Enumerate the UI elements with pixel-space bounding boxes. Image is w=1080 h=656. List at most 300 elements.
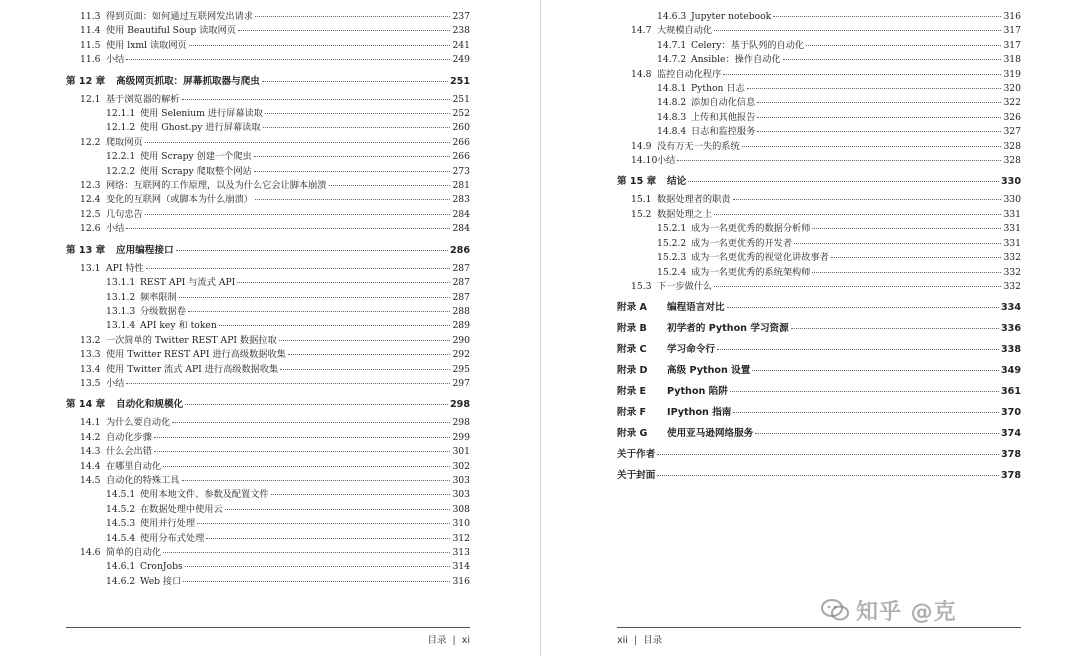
entry-title: 使用 lxml 读取网页 [106, 39, 187, 51]
toc-section-entry [617, 208, 1021, 222]
dot-leader [172, 418, 450, 423]
entry-number: 14.6.1 [106, 561, 136, 573]
entry-title: Python 陷阱 [667, 386, 728, 398]
dot-leader [812, 224, 1001, 229]
dot-leader [225, 505, 451, 510]
entry-page-number: 331 [1003, 223, 1021, 235]
dot-leader [179, 293, 451, 298]
dot-leader [146, 264, 451, 269]
entry-page-number: 320 [1003, 83, 1021, 95]
dot-leader [237, 278, 450, 283]
toc-chapter-entry [66, 74, 470, 89]
entry-page-number: 260 [452, 122, 470, 134]
entry-page-number: 297 [452, 377, 470, 389]
toc-appendix-entry [617, 426, 1021, 441]
dot-leader [145, 138, 451, 143]
entry-title: 小结 [657, 155, 676, 167]
left-toc [66, 10, 470, 589]
dot-leader [791, 324, 999, 329]
entry-number: 13.1 [80, 262, 101, 274]
dot-leader [747, 84, 1002, 89]
entry-page-number: 328 [1003, 140, 1021, 152]
entry-number: 14.5 [80, 474, 101, 486]
left-footer-rule [66, 627, 470, 628]
entry-title: 使用 Scrapy 爬取整个网站 [140, 165, 252, 177]
entry-number: 15.2.2 [657, 237, 687, 249]
toc-section-entry [66, 460, 470, 474]
entry-number: 12.1 [80, 93, 101, 105]
entry-title: Celery：基于队列的自动化 [691, 39, 805, 51]
watermark-text: 知乎 @克 [856, 599, 957, 625]
entry-title: 使用 Ghost.py 进行屏幕读取 [140, 122, 261, 134]
entry-number: 15.2.1 [657, 223, 687, 235]
toc-back-entry [617, 468, 1021, 483]
toc-section-entry [66, 431, 470, 445]
dot-leader [182, 95, 451, 100]
entry-page-number: 283 [452, 194, 470, 206]
toc-section-entry [66, 93, 470, 107]
entry-page-number: 378 [1000, 470, 1021, 482]
entry-title: 使用 Twitter REST API 进行高级数据收集 [106, 349, 286, 361]
entry-number: 14.9 [631, 140, 652, 152]
entry-title: 下一步做什么 [657, 280, 713, 292]
entry-title: 使用 Twitter 流式 API 进行高级数据收集 [106, 363, 279, 375]
entry-page-number: 266 [452, 151, 470, 163]
toc-section-entry [66, 363, 470, 377]
entry-number: 15.2.4 [657, 266, 687, 278]
dot-leader [255, 12, 450, 17]
entry-number: 12.2.1 [106, 151, 136, 163]
toc-subsection-entry [617, 82, 1021, 96]
toc-section-entry [617, 68, 1021, 82]
dot-leader [163, 548, 450, 553]
entry-page-number: 284 [452, 223, 470, 235]
entry-title: IPython 指南 [667, 407, 732, 419]
toc-section-entry [66, 416, 470, 430]
entry-page-number: 241 [452, 39, 470, 51]
entry-number: 14.3 [80, 446, 101, 458]
entry-page-number: 374 [1000, 428, 1021, 440]
toc-subsection-entry [617, 251, 1021, 265]
entry-number: 14.8.3 [657, 111, 687, 123]
entry-number: 13.1.1 [106, 277, 136, 289]
entry-number: 14.8.4 [657, 126, 687, 138]
entry-number: 15.1 [631, 194, 652, 206]
entry-title: 没有万无一失的系统 [657, 140, 740, 152]
chat-bubble-icon [820, 597, 850, 623]
entry-title: 结论 [667, 176, 687, 188]
entry-title: 使用本地文件、参数及配置文件 [140, 489, 269, 501]
entry-page-number: 266 [452, 136, 470, 148]
entry-number: 附录 B [617, 323, 647, 335]
entry-page-number: 370 [1000, 407, 1021, 419]
toc-appendix-entry [617, 342, 1021, 357]
entry-number: 附录 E [617, 386, 647, 398]
entry-number: 14.5.1 [106, 489, 136, 501]
entry-number: 14.10 [631, 155, 658, 167]
entry-title: 成为一名更优秀的视觉化讲故事者 [691, 252, 829, 264]
entry-title: 初学者的 Python 学习资源 [667, 323, 789, 335]
entry-title: 变化的互联网（或脚本为什么崩溃） [106, 194, 253, 206]
toc-section-entry [66, 474, 470, 488]
entry-page-number: 317 [1003, 39, 1021, 51]
dot-leader [145, 210, 451, 215]
entry-number: 12.6 [80, 223, 101, 235]
dot-leader [183, 577, 450, 582]
toc-subsection-entry [66, 165, 470, 179]
entry-title: 在数据处理中使用云 [140, 503, 223, 515]
entry-title: API 特性 [106, 262, 144, 274]
entry-number: 第 12 章 [66, 75, 106, 87]
entry-title: 高级 Python 设置 [667, 365, 751, 377]
dot-leader [263, 123, 451, 128]
entry-page-number: 251 [449, 75, 470, 87]
toc-subsection-entry [617, 111, 1021, 125]
entry-page-number: 332 [1003, 280, 1021, 292]
dot-leader [126, 224, 450, 229]
dot-leader [714, 210, 1001, 215]
dot-leader [255, 195, 450, 200]
entry-number: 13.3 [80, 349, 101, 361]
entry-title: 使用并行处理 [140, 518, 196, 530]
entry-title: Web 接口 [140, 575, 182, 587]
entry-page-number: 361 [1000, 386, 1021, 398]
toc-section-entry [617, 193, 1021, 207]
entry-page-number: 317 [1003, 25, 1021, 37]
toc-section-entry [617, 280, 1021, 294]
entry-page-number: 327 [1003, 126, 1021, 138]
entry-number: 15.2 [631, 208, 652, 220]
toc-section-entry [66, 348, 470, 362]
dot-leader [271, 490, 451, 495]
right-toc [617, 10, 1021, 489]
toc-appendix-entry [617, 384, 1021, 399]
dot-leader [717, 345, 999, 350]
toc-section-entry [66, 136, 470, 150]
entry-number: 15.3 [631, 280, 652, 292]
entry-page-number: 332 [1003, 266, 1021, 278]
entry-page-number: 273 [452, 165, 470, 177]
dot-leader [329, 181, 451, 186]
entry-number: 第 15 章 [617, 176, 657, 188]
dot-leader [783, 55, 1002, 60]
entry-number: 第 13 章 [66, 244, 106, 256]
right-page [541, 0, 1080, 656]
entry-number: 14.5.3 [106, 518, 136, 530]
footer-page-number: xii [617, 635, 628, 646]
dot-leader [752, 366, 999, 371]
entry-page-number: 303 [452, 474, 470, 486]
entry-title: 小结 [106, 54, 125, 66]
toc-subsection-entry [66, 488, 470, 502]
entry-page-number: 338 [1000, 344, 1021, 356]
toc-section-entry [66, 546, 470, 560]
entry-title: 应用编程接口 [116, 244, 174, 256]
entry-number: 14.7.2 [657, 54, 687, 66]
entry-number: 12.5 [80, 208, 101, 220]
entry-title: 小结 [106, 223, 125, 235]
dot-leader [757, 113, 1001, 118]
entry-page-number: 331 [1003, 208, 1021, 220]
entry-title: 成为一名更优秀的数据分析师 [691, 223, 811, 235]
dot-leader [126, 55, 450, 60]
dot-leader [182, 476, 451, 481]
toc-subsection-entry [66, 517, 470, 531]
dot-leader [163, 462, 450, 467]
entry-page-number: 332 [1003, 252, 1021, 264]
entry-title: 使用 Scrapy 创建一个爬虫 [140, 151, 252, 163]
entry-page-number: 314 [452, 561, 470, 573]
dot-leader [806, 41, 1001, 46]
watermark [820, 590, 1060, 630]
toc-section-entry [66, 262, 470, 276]
entry-number: 14.6.3 [657, 11, 687, 22]
toc-appendix-entry [617, 363, 1021, 378]
dot-leader [794, 239, 1001, 244]
toc-subsection-entry [617, 237, 1021, 251]
entry-title: 自动化步骤 [106, 431, 152, 443]
dot-leader [831, 253, 1002, 258]
dot-leader [154, 447, 451, 452]
entry-number: 11.4 [80, 25, 101, 37]
entry-title: 一次简单的 Twitter REST API 数据拉取 [106, 334, 277, 346]
entry-title: 在哪里自动化 [106, 460, 162, 472]
dot-leader [254, 167, 451, 172]
entry-page-number: 312 [452, 532, 470, 544]
dot-leader [757, 98, 1001, 103]
entry-title: 简单的自动化 [106, 547, 162, 558]
dot-leader [185, 400, 448, 405]
entry-page-number: 295 [452, 363, 470, 375]
entry-page-number: 298 [452, 417, 470, 429]
dot-leader [262, 77, 448, 82]
footer-page-number: xi [461, 635, 470, 646]
toc-chapter-entry [66, 243, 470, 258]
entry-title: 使用 Beautiful Soup 读取网页 [106, 25, 236, 37]
toc-subsection-entry [66, 503, 470, 517]
entry-number: 14.8.1 [657, 83, 687, 95]
dot-leader [723, 70, 1001, 75]
entry-page-number: 301 [452, 446, 470, 458]
dot-leader [197, 519, 450, 524]
entry-title: 大规模自动化 [657, 25, 713, 37]
toc-section-entry [66, 39, 470, 53]
toc-section-entry [66, 179, 470, 193]
dot-leader [727, 303, 999, 308]
entry-number: 附录 A [617, 302, 647, 314]
toc-section-entry [66, 334, 470, 348]
footer-label: 目录 [643, 635, 663, 646]
entry-page-number: 378 [1000, 449, 1021, 461]
toc-appendix-entry [617, 300, 1021, 315]
toc-section-entry [66, 24, 470, 38]
entry-page-number: 292 [452, 349, 470, 361]
entry-title: 成为一名更优秀的系统架构师 [691, 266, 811, 278]
toc-subsection-entry [66, 319, 470, 333]
entry-page-number: 287 [452, 262, 470, 274]
toc-appendix-entry [617, 321, 1021, 336]
entry-title: 基于浏览器的解析 [106, 93, 180, 105]
dot-leader [733, 195, 1002, 200]
entry-number: 14.1 [80, 417, 101, 429]
entry-number: 附录 F [617, 407, 647, 419]
dot-leader [812, 268, 1001, 273]
entry-number: 14.8 [631, 68, 652, 80]
entry-number: 附录 C [617, 344, 647, 356]
toc-subsection-entry [66, 560, 470, 574]
entry-title: 数据处理者的职责 [657, 194, 731, 206]
dot-leader [154, 433, 451, 438]
entry-number: 11.3 [80, 11, 101, 22]
entry-page-number: 299 [452, 431, 470, 443]
footer-label: 目录 [427, 635, 447, 646]
toc-subsection-entry [617, 125, 1021, 139]
right-footer: xii | 目录 [617, 635, 663, 646]
entry-title: 日志和监控服务 [691, 126, 756, 138]
dot-leader [254, 152, 451, 157]
entry-page-number: 286 [449, 244, 470, 256]
entry-page-number: 289 [452, 320, 470, 332]
entry-title: Jupyter notebook [691, 11, 772, 22]
toc-subsection-entry [617, 53, 1021, 67]
toc-subsection-entry [66, 107, 470, 121]
entry-page-number: 302 [452, 460, 470, 472]
entry-page-number: 287 [452, 277, 470, 289]
entry-title: Ansible：操作自动化 [691, 54, 781, 66]
toc-subsection-entry [66, 575, 470, 589]
entry-page-number: 318 [1003, 54, 1021, 66]
entry-title: 频率限制 [140, 291, 177, 303]
entry-number: 14.7 [631, 25, 652, 37]
dot-leader [688, 177, 999, 182]
left-footer: 目录 | xi [427, 635, 470, 646]
entry-number: 13.2 [80, 334, 101, 346]
entry-page-number: 328 [1003, 155, 1021, 167]
entry-number: 附录 D [617, 365, 648, 377]
entry-title: 学习命令行 [667, 344, 715, 356]
entry-page-number: 316 [1003, 11, 1021, 22]
entry-number: 12.1.1 [106, 108, 136, 120]
toc-section-entry [617, 24, 1021, 38]
entry-page-number: 313 [452, 547, 470, 558]
entry-title: 为什么要自动化 [106, 417, 171, 429]
entry-page-number: 330 [1003, 194, 1021, 206]
toc-section-entry [66, 222, 470, 236]
entry-title: 自动化和规模化 [116, 399, 184, 411]
entry-title: 爬取网页 [106, 136, 143, 148]
toc-subsection-entry [66, 305, 470, 319]
toc-subsection-entry [66, 532, 470, 546]
entry-title: 网络：互联网的工作原理，以及为什么它会让脚本崩溃 [106, 180, 327, 192]
entry-title: 得到页面：如何通过互联网发出请求 [106, 11, 253, 22]
entry-number: 12.3 [80, 180, 101, 192]
dot-leader [238, 26, 450, 31]
entry-number: 13.1.2 [106, 291, 136, 303]
toc-subsection-entry [617, 96, 1021, 110]
toc-chapter-entry [617, 174, 1021, 189]
entry-number: 12.2.2 [106, 165, 136, 177]
dot-leader [206, 534, 450, 539]
entry-page-number: 316 [452, 575, 470, 587]
toc-subsection-entry [617, 222, 1021, 236]
entry-page-number: 281 [452, 180, 470, 192]
entry-page-number: 252 [452, 108, 470, 120]
entry-page-number: 303 [452, 489, 470, 501]
entry-number: 13.4 [80, 363, 101, 375]
dot-leader [733, 408, 999, 413]
entry-title: 关于封面 [617, 470, 656, 482]
toc-subsection-entry [66, 291, 470, 305]
entry-number: 附录 G [617, 428, 648, 440]
entry-page-number: 326 [1003, 111, 1021, 123]
entry-number: 13.1.3 [106, 305, 136, 317]
dot-leader [773, 12, 1001, 17]
entry-page-number: 322 [1003, 97, 1021, 109]
entry-page-number: 237 [452, 11, 470, 22]
dot-leader [265, 109, 451, 114]
toc-appendix-entry [617, 405, 1021, 420]
toc-back-entry [617, 447, 1021, 462]
entry-number: 13.5 [80, 377, 101, 389]
entry-title: 自动化的特殊工具 [106, 474, 180, 486]
toc-section-entry [66, 445, 470, 459]
entry-page-number: 238 [452, 25, 470, 37]
entry-title: 数据处理之上 [657, 208, 713, 220]
entry-title: 关于作者 [617, 449, 656, 461]
entry-title: 分级数据卷 [140, 305, 186, 317]
entry-number: 14.4 [80, 460, 101, 472]
entry-title: 使用亚马逊网络服务 [667, 428, 754, 440]
dot-leader [742, 142, 1002, 147]
toc-chapter-entry [66, 397, 470, 412]
toc-subsection-entry [617, 10, 1021, 24]
entry-page-number: 288 [452, 305, 470, 317]
entry-number: 13.1.4 [106, 320, 136, 332]
entry-page-number: 308 [452, 503, 470, 515]
dot-leader [176, 246, 448, 251]
entry-number: 14.2 [80, 431, 101, 443]
entry-number: 15.2.3 [657, 252, 687, 264]
toc-section-entry [617, 140, 1021, 154]
entry-title: REST API 与流式 API [140, 277, 236, 289]
entry-number: 11.6 [80, 54, 101, 66]
entry-number: 14.5.4 [106, 532, 136, 544]
dot-leader [185, 562, 451, 567]
entry-number: 第 14 章 [66, 399, 106, 411]
entry-page-number: 284 [452, 208, 470, 220]
entry-title: 上传和其他报告 [691, 111, 756, 123]
entry-title: 高级网页抓取：屏幕抓取器与爬虫 [116, 75, 260, 87]
toc-section-entry [66, 377, 470, 391]
dot-leader [714, 282, 1001, 287]
dot-leader [280, 365, 450, 370]
entry-page-number: 287 [452, 291, 470, 303]
entry-title: 添加自动化信息 [691, 97, 756, 109]
toc-subsection-entry [66, 121, 470, 135]
toc-subsection-entry [617, 39, 1021, 53]
dot-leader [677, 156, 1001, 161]
entry-page-number: 331 [1003, 237, 1021, 249]
entry-page-number: 249 [452, 54, 470, 66]
entry-page-number: 290 [452, 334, 470, 346]
dot-leader [188, 307, 451, 312]
dot-leader [288, 350, 451, 355]
entry-page-number: 336 [1000, 323, 1021, 335]
entry-title: 什么会出错 [106, 446, 152, 458]
dot-leader [757, 127, 1001, 132]
entry-number: 12.4 [80, 194, 101, 206]
entry-number: 14.6 [80, 547, 101, 558]
